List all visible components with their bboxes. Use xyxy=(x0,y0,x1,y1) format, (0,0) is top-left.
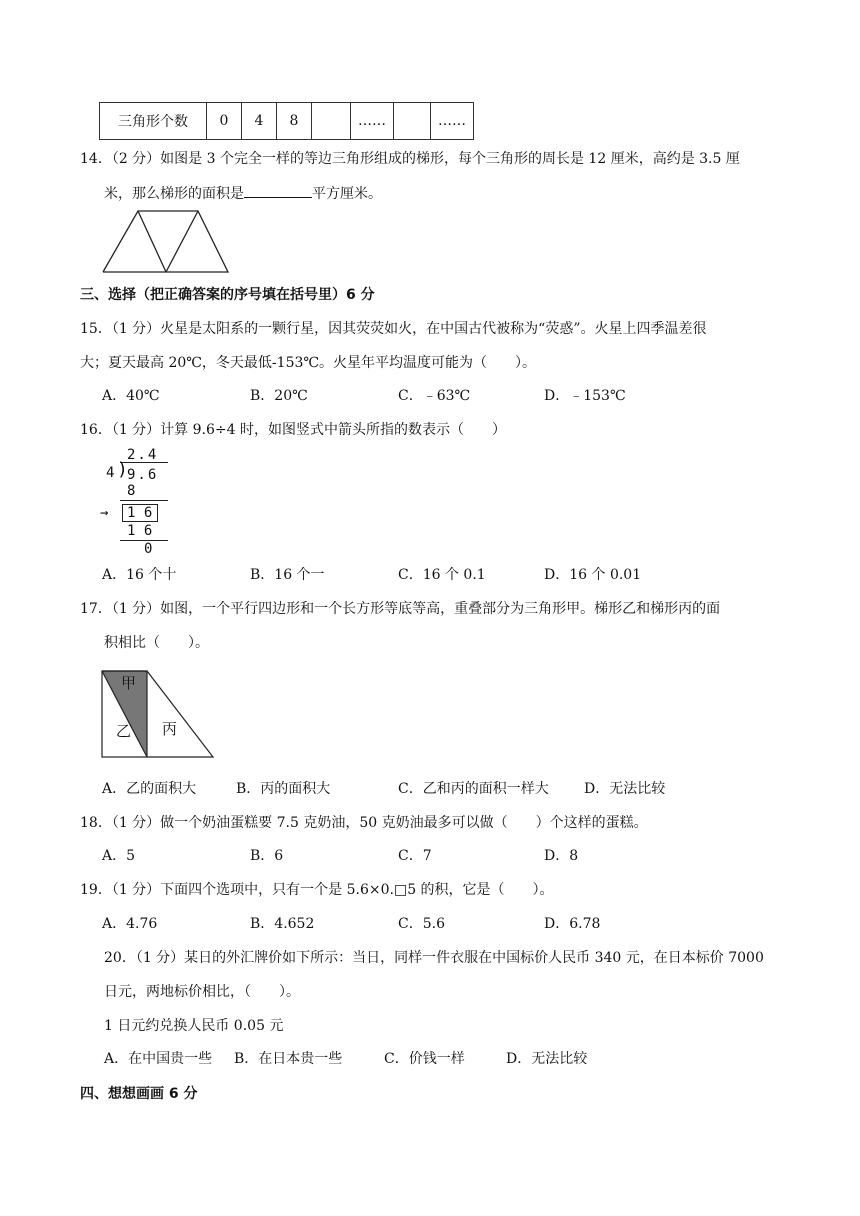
division-divisor: 4 xyxy=(106,465,115,481)
triangle-count-table xyxy=(99,102,474,140)
table-cell: 8 xyxy=(277,103,312,140)
table-cell: …… xyxy=(351,103,394,140)
q19-line1: 19．（1 分）下面四个选项中，只有一个是 5.6×0.□5 的积，它是（ ）。 xyxy=(80,882,554,898)
q20-line1: 20．（1 分）某日的外汇牌价如下所示：当日，同样一件衣服在中国标价人民币 340 元，在日本标价 7000 xyxy=(104,950,764,966)
q18-option-d: D．8 xyxy=(544,848,579,864)
division-remainder: 1 6 xyxy=(127,505,153,521)
arrow-icon: → xyxy=(100,505,109,521)
table-cell xyxy=(394,103,431,140)
division-result: 0 xyxy=(144,541,153,557)
q15-option-b: B．20℃ xyxy=(250,388,308,404)
parallelogram-rectangle-figure xyxy=(100,669,216,761)
q18-option-a: A．5 xyxy=(102,848,136,864)
division-dividend: 9.6 xyxy=(127,467,159,483)
table-cell: …… xyxy=(431,103,474,140)
long-division-figure: 2.4 4 ) 9.6 8 → 1 6 1 6 0 xyxy=(100,446,180,556)
q16-option-d: D．16 个 0.01 xyxy=(544,567,642,583)
q15-option-d: D．﹣153℃ xyxy=(544,388,626,404)
q18-option-b: B．6 xyxy=(250,848,284,864)
q20-option-b: B．在日本贵一些 xyxy=(234,1051,343,1067)
label-yi: 乙 xyxy=(116,722,132,740)
table-cell: 0 xyxy=(207,103,242,140)
table-cell xyxy=(312,103,351,140)
q19-option-b: B．4.652 xyxy=(250,916,315,932)
q20-option-d: D．无法比较 xyxy=(506,1051,588,1067)
section-3-title: 三、选择（把正确答案的序号填在括号里）6 分 xyxy=(80,287,375,303)
q17-option-b: B．丙的面积大 xyxy=(236,781,331,797)
q16-option-c: C．16 个 0.1 xyxy=(398,567,486,583)
table-header-cell: 三角形个数 xyxy=(100,103,207,140)
q14-line2-after: 平方厘米。 xyxy=(312,186,382,202)
q14-line2-before: 米，那么梯形的面积是 xyxy=(104,186,244,202)
division-quotient: 2.4 xyxy=(127,447,159,463)
q20-option-c: C．价钱一样 xyxy=(384,1051,465,1067)
q18-option-c: C．7 xyxy=(398,848,432,864)
q20-line2: 日元，两地标价相比，（ ）。 xyxy=(104,984,300,1000)
table-row xyxy=(100,103,474,140)
q19-option-c: C．5.6 xyxy=(398,916,445,932)
q17-option-d: D．无法比较 xyxy=(584,781,666,797)
table-cell: 4 xyxy=(242,103,277,140)
q15-option-c: C．﹣63℃ xyxy=(398,388,471,404)
q17-line1: 17．（1 分）如图，一个平行四边形和一个长方形等底等高，重叠部分为三角形甲。梯形乙和梯形丙的面 xyxy=(80,601,721,617)
division-step1: 8 xyxy=(127,483,136,499)
section-4-title: 四、想想画画 6 分 xyxy=(80,1086,198,1102)
q19-option-d: D．6.78 xyxy=(544,916,601,932)
label-jia: 甲 xyxy=(121,674,137,692)
q16-option-a: A．16 个十 xyxy=(102,567,177,583)
q17-option-c: C．乙和丙的面积一样大 xyxy=(398,781,549,797)
q15-line1: 15．（1 分）火星是太阳系的一颗行星，因其荧荧如火，在中国古代被称为“荧惑”。火星上四季温差很 xyxy=(80,321,707,337)
q14-line2 xyxy=(104,185,382,201)
q14-line1: 14．（2 分）如图是 3 个完全一样的等边三角形组成的梯形，每个三角形的周长是 12 厘米，高约是 3.5 厘 xyxy=(80,151,740,167)
q17-option-a: A．乙的面积大 xyxy=(102,781,197,797)
q19-option-a: A．4.76 xyxy=(102,916,158,932)
answer-blank xyxy=(244,185,312,198)
q15-line2: 大；夏天最高 20℃，冬天最低-153℃。火星年平均温度可能为（ ）。 xyxy=(80,355,537,371)
division-step2: 1 6 xyxy=(127,523,153,539)
q20-option-a: A．在中国贵一些 xyxy=(104,1051,213,1067)
q20-line3: 1 日元约兑换人民币 0.05 元 xyxy=(104,1018,284,1034)
q16-line1: 16．（1 分）计算 9.6÷4 时，如图竖式中箭头所指的数表示（ ） xyxy=(80,422,506,438)
label-bing: 丙 xyxy=(162,720,178,738)
q16-option-b: B．16 个一 xyxy=(250,567,325,583)
q17-line2: 积相比（ ）。 xyxy=(104,635,209,651)
q15-option-a: A．40℃ xyxy=(102,388,160,404)
trapezoid-figure xyxy=(100,208,230,274)
q18-line1: 18．（1 分）做一个奶油蛋糕要 7.5 克奶油，50 克奶油最多可以做（ ）个这样的蛋糕。 xyxy=(80,815,648,831)
